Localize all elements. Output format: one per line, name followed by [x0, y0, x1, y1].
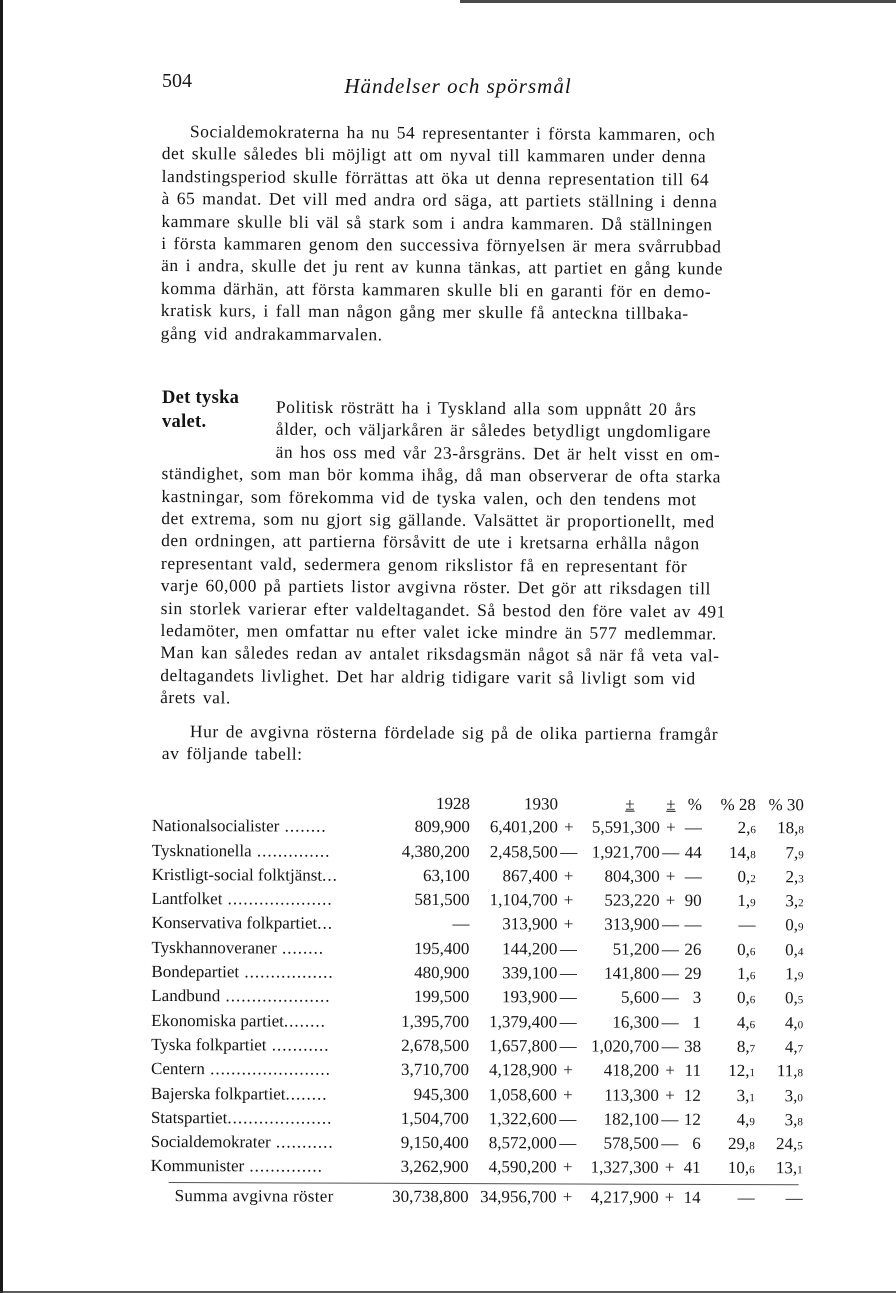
election-results-table	[151, 792, 812, 1210]
diff-pct-sign: —	[661, 1109, 679, 1129]
running-title: Händelser och spörsmål	[344, 74, 572, 98]
diff-sign: —	[560, 842, 578, 862]
votes-1930: 1,657,800	[489, 1036, 558, 1056]
diff-votes: 418,200	[603, 1060, 660, 1081]
header-pct-1930: % 30	[768, 795, 804, 815]
diff-votes: 578,500	[603, 1133, 659, 1153]
share-1930: 0,5	[785, 988, 804, 1008]
share-1930: 1,9	[785, 964, 804, 984]
party-name: Nationalsocialister	[151, 816, 280, 836]
diff-pct-sign: —	[661, 963, 679, 983]
share-1930: 18,8	[777, 818, 804, 838]
diff-votes: 16,300	[612, 1012, 660, 1032]
votes-1930: 1,322,600	[488, 1109, 557, 1129]
leader-dots: ...........	[266, 1035, 330, 1055]
table-body	[151, 815, 812, 1182]
diff-pct: —	[684, 818, 702, 838]
votes-1930: 8,572,000	[488, 1133, 557, 1153]
leader-dots: ........	[276, 938, 325, 958]
diff-pct: 12	[683, 1085, 701, 1105]
section-heading-line: valet.	[162, 412, 207, 432]
diff-sign: —	[559, 963, 577, 983]
diff-pct: —	[684, 915, 702, 935]
diff-pct-sign: +	[666, 818, 676, 838]
text-line: deltagandets livlighet. Det har aldrig tidigare varit så livligt som vid	[160, 664, 696, 689]
scan-border-left	[0, 0, 3, 1293]
text-line: av följande tabell:	[161, 743, 303, 765]
leader-dots: ...	[322, 865, 338, 885]
text-line: det extrema, som nu gjort sig gällande. Valsättet är proportionellt, med	[161, 508, 715, 532]
leader-dots: ........	[283, 1011, 326, 1031]
table-row	[151, 1083, 811, 1110]
party-name: Tyska folkpartiet	[151, 1034, 267, 1055]
share-1930: 3,2	[785, 891, 804, 911]
leader-dots: ...	[317, 914, 334, 934]
votes-1930: 1,379,400	[489, 1011, 558, 1032]
text-line: årets val.	[160, 687, 231, 708]
diff-sign: +	[563, 1084, 573, 1105]
share-1928: 2,6	[737, 818, 756, 838]
scan-border-top	[460, 0, 896, 3]
party-name: Lantfolket	[151, 889, 223, 909]
party-name: Kristligt-social folktjänst	[151, 864, 323, 885]
total-pct-1928: —	[737, 1188, 755, 1208]
diff-sign: +	[564, 817, 574, 837]
party-name: Kommunister	[150, 1156, 245, 1176]
share-1930: 3,0	[784, 1085, 803, 1105]
votes-1928: 3,262,900	[400, 1157, 469, 1177]
table-row	[151, 1107, 811, 1134]
votes-1928: 4,380,200	[401, 841, 470, 861]
share-1928: 1,9	[737, 891, 756, 911]
paragraph-det-tyska-valet	[160, 395, 807, 713]
share-1928: 0,2	[737, 866, 756, 886]
page-number: 504	[162, 70, 192, 92]
party-name: Konservativa folkpartiet	[151, 913, 318, 934]
diff-pct: 6	[692, 1134, 701, 1154]
text-line: än hos oss med vår 23-årsgräns. Det är helt visst en om-	[275, 441, 721, 465]
text-line: Socialdemokraterna ha nu 54 representanter i första kammaren, och	[189, 121, 716, 145]
share-1928: 0,6	[737, 939, 756, 959]
diff-votes: 182,100	[603, 1109, 659, 1129]
diff-pct: 41	[683, 1158, 701, 1178]
table-row	[151, 1010, 811, 1037]
header-diff: ±	[625, 794, 635, 814]
text-line: kastningar, som förekomma vid de tyska valen, och den tendens mot	[161, 485, 697, 509]
share-1928: 29,8	[727, 1134, 755, 1154]
table-row	[151, 912, 811, 939]
share-1930: 0,4	[785, 939, 804, 960]
diff-pct-sign: —	[662, 915, 680, 935]
leader-dots: ....................	[222, 889, 333, 909]
text-line: än i andra, skulle det ju rent av kunna tänkas, att partiet en gång kunde	[161, 255, 724, 279]
party-name: Statspartiet	[150, 1107, 228, 1128]
votes-1930: 1,104,700	[489, 890, 558, 910]
share-1928: 4,9	[736, 1109, 755, 1129]
diff-sign: +	[563, 890, 574, 910]
diff-pct: 1	[692, 1012, 702, 1032]
votes-1930: 144,200	[502, 939, 558, 959]
text-line: ledamöter, men omfattar nu efter valet icke mindre än 577 medlemmar.	[160, 620, 717, 644]
votes-1928: 195,400	[414, 938, 470, 958]
leader-dots: ..............	[251, 840, 331, 861]
section-heading-line: Det tyska	[162, 388, 240, 408]
share-1930: 24,5	[775, 1134, 803, 1154]
header-party	[152, 792, 387, 815]
votes-1928: 2,678,500	[401, 1035, 470, 1056]
diff-votes: 113,300	[604, 1085, 659, 1105]
leader-dots: ..............	[244, 1156, 323, 1177]
text-line: Man kan således redan av antalet riksdagsmän något så när få veta val-	[160, 642, 720, 666]
table-row	[151, 1034, 811, 1061]
text-line: varje 60,000 på partiets listor avgivna röster. Det gör att riksdagen till	[160, 575, 712, 599]
total-diff: 4,217,900	[590, 1187, 659, 1208]
leader-dots: .......................	[204, 1059, 331, 1079]
total-pct: 14	[683, 1188, 701, 1208]
votes-1928: —	[452, 914, 470, 934]
party-name: Centern	[151, 1059, 205, 1079]
diff-sign: +	[563, 1060, 573, 1080]
diff-sign: +	[563, 866, 574, 886]
diff-votes: 1,020,700	[591, 1036, 660, 1056]
share-1928: 3,1	[736, 1085, 755, 1105]
share-1928: —	[738, 915, 756, 935]
diff-votes: 804,300	[604, 866, 660, 886]
share-1928: 14,8	[729, 842, 756, 862]
diff-pct: 38	[684, 1036, 702, 1056]
leader-dots: ........	[279, 816, 327, 836]
text-line: ständighet, som man bör komma ihåg, då man observerar de ofta starka	[161, 463, 722, 487]
share-1928: 8,7	[736, 1037, 756, 1057]
diff-pct: 12	[683, 1109, 701, 1129]
diff-votes: 141,800	[604, 963, 660, 983]
text-line: komma därhän, att första kammaren skulle bli en garanti för en demo-	[160, 277, 712, 302]
share-1930: 2,3	[785, 867, 804, 887]
table-row	[151, 961, 811, 988]
party-name: Bajerska folkpartiet	[150, 1083, 286, 1104]
diff-votes: 1,921,700	[591, 842, 660, 862]
paragraph-table-intro	[162, 720, 807, 768]
table-row	[151, 1155, 811, 1182]
share-1930: 4,7	[784, 1037, 804, 1057]
diff-pct: 29	[684, 963, 702, 983]
votes-1928: 1,395,700	[401, 1011, 470, 1031]
diff-pct-sign: —	[661, 1012, 679, 1032]
votes-1928: 581,500	[414, 890, 470, 910]
leader-dots: .................	[239, 962, 334, 982]
text-line: representant vald, sedermera genom rikslistor få en representant för	[160, 552, 688, 577]
diff-sign: +	[563, 914, 574, 934]
diff-sign: +	[562, 1157, 573, 1177]
party-name: Ekonomiska partiet	[151, 1010, 284, 1031]
votes-1930: 313,900	[502, 914, 558, 934]
diff-pct-sign: +	[664, 1158, 675, 1178]
table-row	[152, 840, 812, 867]
text-line: sin storlek varierar efter valdeltagandet. Så bestod den före valet av 491	[160, 597, 726, 622]
diff-pct-sign: +	[665, 866, 676, 886]
share-1930: 7,9	[785, 842, 804, 862]
text-line: den ordningen, att partierna försåvitt de ute i kretsarna erhålla någon	[161, 530, 700, 554]
table-row	[152, 815, 812, 842]
votes-1928: 3,710,700	[400, 1060, 470, 1080]
diff-pct-sign: —	[661, 1133, 679, 1153]
diff-pct: 90	[684, 891, 702, 911]
text-line: gång vid andrakammarvalen.	[160, 322, 383, 345]
votes-1928: 480,900	[414, 962, 470, 983]
share-1930: 4,0	[784, 1012, 804, 1032]
header-pct-1928: % 28	[720, 794, 756, 815]
party-name: Socialdemokrater	[150, 1132, 271, 1152]
diff-votes: 313,900	[604, 915, 660, 935]
total-pct-1930: —	[785, 1188, 803, 1208]
table-row	[151, 985, 811, 1012]
diff-sign: —	[559, 987, 577, 1007]
leader-dots: ....................	[220, 986, 331, 1006]
paragraph-socialdemokraterna	[161, 120, 807, 348]
table-header-row	[152, 792, 812, 817]
total-sign: +	[562, 1187, 573, 1207]
share-1928: 10,6	[727, 1158, 755, 1178]
total-label: Summa avgivna röster	[174, 1186, 334, 1206]
text-line: det skulle således bli möjligt att om nyval till kammaren under denna	[161, 143, 707, 167]
votes-1928: 945,300	[413, 1084, 469, 1104]
diff-pct: 3	[692, 988, 702, 1008]
party-name: Landbund	[151, 986, 221, 1006]
votes-1930: 193,900	[502, 987, 558, 1007]
votes-1928: 9,150,400	[400, 1133, 469, 1153]
diff-pct: —	[684, 866, 702, 886]
votes-1928: 199,500	[414, 987, 470, 1007]
diff-pct-sign: +	[665, 1085, 675, 1105]
text-line: Hur de avgivna rösterna fördelade sig på de olika partierna framgår	[189, 721, 719, 744]
share-1928: 12,1	[728, 1061, 756, 1081]
diff-votes: 5,600	[621, 988, 660, 1008]
table-total-row	[151, 1185, 811, 1210]
table-row	[151, 1131, 811, 1158]
leader-dots: ........	[285, 1084, 328, 1104]
text-line: kammare skulle bli väl så stark som i andra kammaren. Då ställningen	[161, 210, 713, 234]
diff-pct-sign: —	[661, 939, 679, 959]
diff-sign: —	[559, 939, 577, 959]
diff-votes: 523,220	[604, 890, 660, 910]
diff-pct-sign: —	[662, 842, 680, 862]
text-line: landstingsperiod skulle förrättas att öka ut denna representation till 64	[161, 165, 710, 190]
votes-1930: 4,590,200	[488, 1157, 557, 1177]
diff-votes: 51,200	[612, 939, 660, 959]
party-name: Tyskhannoveraner	[151, 937, 277, 958]
votes-1930: 4,128,900	[488, 1060, 558, 1080]
table-row	[152, 888, 812, 915]
diff-sign: —	[559, 1133, 577, 1153]
party-name: Bondepartiet	[151, 962, 240, 982]
share-1928: 4,6	[736, 1012, 756, 1032]
votes-1930: 2,458,500	[489, 841, 558, 862]
share-1928: 0,6	[737, 988, 756, 1008]
votes-1930: 6,401,200	[489, 817, 558, 837]
diff-votes: 5,591,300	[591, 817, 660, 838]
votes-1930: 1,058,600	[488, 1084, 557, 1104]
header-1928: 1928	[435, 793, 470, 814]
total-1930: 34,956,700	[480, 1187, 557, 1207]
share-1930: 13,1	[775, 1158, 803, 1178]
header-pct-sign: %	[687, 794, 702, 814]
diff-pct-sign: +	[665, 1061, 675, 1081]
total-1928: 30,738,800	[392, 1187, 469, 1207]
share-1930: 3,8	[784, 1110, 803, 1130]
votes-1930: 339,100	[502, 963, 558, 983]
diff-pct-sign: —	[661, 988, 679, 1008]
votes-1928: 63,100	[422, 865, 470, 886]
diff-pct-sign: —	[661, 1036, 679, 1056]
diff-sign: —	[559, 1036, 577, 1056]
diff-pct: 44	[684, 842, 702, 862]
table-row	[151, 1058, 811, 1085]
text-line: kratisk kurs, i fall man någon gång mer skulle få anteckna tillbaka-	[160, 300, 689, 324]
diff-pct: 26	[684, 939, 702, 959]
leader-dots: ....................	[227, 1108, 333, 1128]
votes-1930: 867,400	[502, 866, 558, 886]
table-row	[152, 864, 812, 891]
diff-sign: —	[559, 1012, 577, 1032]
party-name: Tysknationella	[151, 840, 252, 860]
text-line: à 65 mandat. Det vill med andra ord säga, att partiets ställning i denna	[161, 188, 718, 212]
table-row	[151, 937, 811, 964]
votes-1928: 1,504,700	[400, 1108, 469, 1128]
diff-votes: 1,327,300	[590, 1157, 659, 1178]
text-line: Politisk rösträtt ha i Tyskland alla som uppnått 20 års	[275, 396, 697, 420]
diff-sign: —	[559, 1109, 577, 1129]
votes-1928: 809,900	[414, 817, 470, 837]
header-1930: 1930	[523, 794, 558, 814]
header-diff-pct: ±	[666, 794, 676, 814]
share-1930: 0,9	[785, 915, 804, 935]
total-pct-sign: +	[664, 1188, 675, 1208]
diff-pct: 11	[684, 1061, 702, 1081]
share-1930: 11,8	[776, 1061, 804, 1081]
share-1928: 1,6	[737, 964, 756, 984]
diff-pct-sign: +	[665, 890, 676, 911]
text-line: ålder, och väljarkåren är således betydligt ungdomligare	[275, 419, 712, 442]
leader-dots: ...........	[270, 1132, 334, 1152]
text-line: i första kammaren genom den successiva förnyelsen är mera svårrubbad	[161, 233, 722, 257]
